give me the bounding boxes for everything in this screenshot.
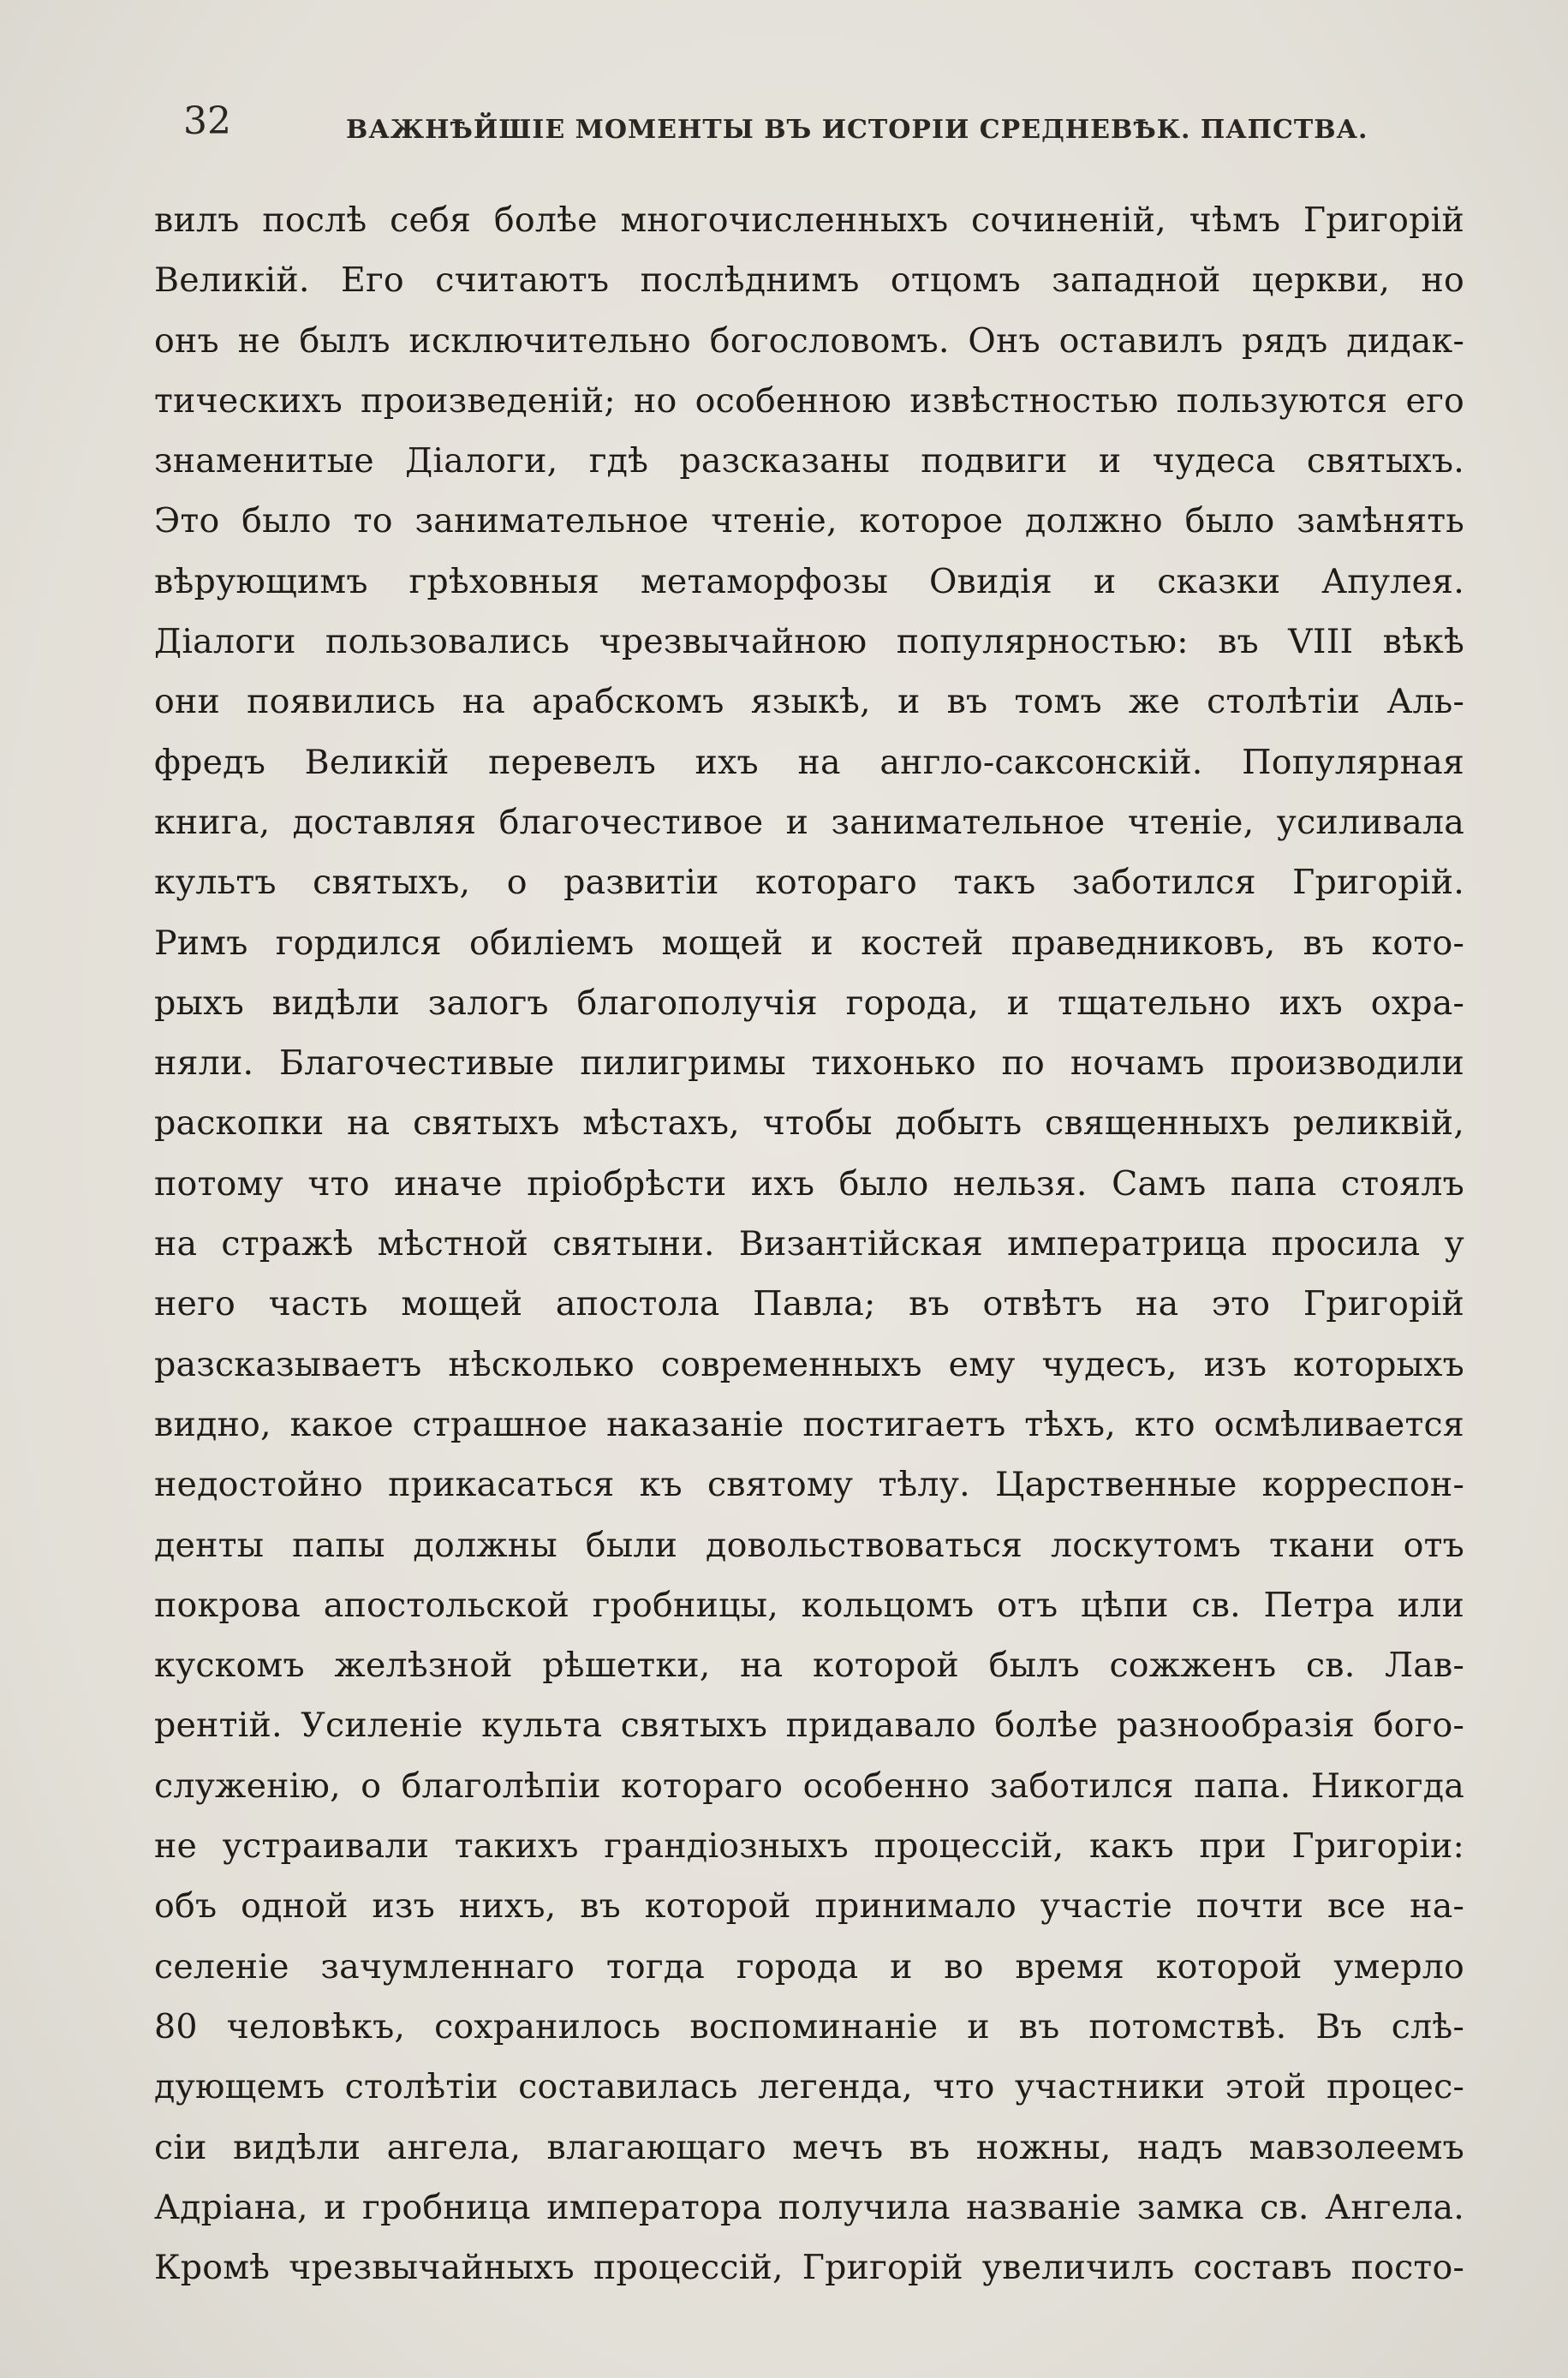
text-line: вѣрующимъ грѣховныя метаморфозы Овидія и сказки Апулея.: [154, 561, 1464, 601]
text-line: видно, какое страшное наказаніе постигаетъ тѣхъ, кто осмѣливается: [154, 1404, 1464, 1444]
text-line: вилъ послѣ себя болѣе многочисленныхъ сочиненій, чѣмъ Григорій: [154, 200, 1464, 240]
text-line: него часть мощей апостола Павла; въ отвѣтъ на это Григорій: [154, 1284, 1464, 1324]
text-line: няли. Благочестивые пилигримы тихонько по ночамъ производили: [154, 1043, 1464, 1084]
text-line: Кромѣ чрезвычайныхъ процессій, Григорій увеличилъ составъ посто-: [154, 2248, 1464, 2288]
text-line: недостойно прикасаться къ святому тѣлу. Царственные корреспон-: [154, 1465, 1464, 1505]
text-line: они появились на арабскомъ языкѣ, и въ томъ же столѣтіи Аль-: [154, 682, 1464, 722]
text-line: 80 человѣкъ, сохранилось воспоминаніе и въ потомствѣ. Въ слѣ-: [154, 2006, 1464, 2046]
running-title: ВАЖНѢЙШІЕ МОМЕНТЫ ВЪ ИСТОРІИ СРЕДНЕВѢК. ПАПСТВА.: [346, 115, 1368, 145]
text-line: сіи видѣли ангела, влагающаго мечъ въ ножны, надъ мавзолеемъ: [154, 2127, 1464, 2167]
text-line: объ одной изъ нихъ, въ которой принимало участіе почти все на-: [154, 1886, 1464, 1927]
page-number: 32: [183, 99, 231, 143]
text-line: на стражѣ мѣстной святыни. Византійская императрица просила у: [154, 1224, 1464, 1264]
text-line: книга, доставляя благочестивое и занимательное чтеніе, усиливала: [154, 802, 1464, 842]
text-line: Великій. Его считаютъ послѣднимъ отцомъ западной церкви, но: [154, 260, 1464, 301]
text-line: культъ святыхъ, о развитіи котораго такъ заботился Григорій.: [154, 863, 1464, 903]
text-line: служенію, о благолѣпіи котораго особенно заботился папа. Никогда: [154, 1766, 1464, 1806]
body-text: [154, 190, 1464, 2297]
text-line: дующемъ столѣтіи составилась легенда, что участники этой процес-: [154, 2067, 1464, 2107]
text-line: Это было то занимательное чтеніе, которое должно было замѣнять: [154, 501, 1464, 541]
text-line: рентій. Усиленіе культа святыхъ придавало болѣе разнообразія бого-: [154, 1706, 1464, 1746]
text-line: Діалоги пользовались чрезвычайною популярностью: въ VIII вѣкѣ: [154, 622, 1464, 662]
text-line: онъ не былъ исключительно богословомъ. Онъ оставилъ рядъ дидак-: [154, 320, 1464, 361]
text-line: покрова апостольской гробницы, кольцомъ отъ цѣпи св. Петра или: [154, 1585, 1464, 1625]
text-line: потому что иначе пріобрѣсти ихъ было нельзя. Самъ папа стоялъ: [154, 1163, 1464, 1204]
text-line: денты папы должны были довольствоваться лоскутомъ ткани отъ: [154, 1525, 1464, 1565]
text-line: знаменитые Діалоги, гдѣ разсказаны подвиги и чудеса святыхъ.: [154, 441, 1464, 481]
text-line: тическихъ произведеній; но особенною извѣстностью пользуются его: [154, 380, 1464, 421]
text-line: Адріана, и гробница императора получила названіе замка св. Ангела.: [154, 2187, 1464, 2227]
text-line: не устраивали такихъ грандіозныхъ процессій, какъ при Григоріи:: [154, 1826, 1464, 1867]
text-line: разсказываетъ нѣсколько современныхъ ему чудесъ, изъ которыхъ: [154, 1344, 1464, 1384]
text-line: фредъ Великій перевелъ ихъ на англо-саксонскій. Популярная: [154, 742, 1464, 782]
text-line: селеніе зачумленнаго тогда города и во время которой умерло: [154, 1946, 1464, 1987]
text-line: Римъ гордился обиліемъ мощей и костей праведниковъ, въ кото-: [154, 923, 1464, 963]
text-line: кускомъ желѣзной рѣшетки, на которой былъ сожженъ св. Лав-: [154, 1646, 1464, 1686]
text-line: раскопки на святыхъ мѣстахъ, чтобы добыть священныхъ реликвій,: [154, 1103, 1464, 1144]
text-line: рыхъ видѣли залогъ благополучія города, и тщательно ихъ охра-: [154, 983, 1464, 1023]
page-header: [183, 96, 1368, 164]
